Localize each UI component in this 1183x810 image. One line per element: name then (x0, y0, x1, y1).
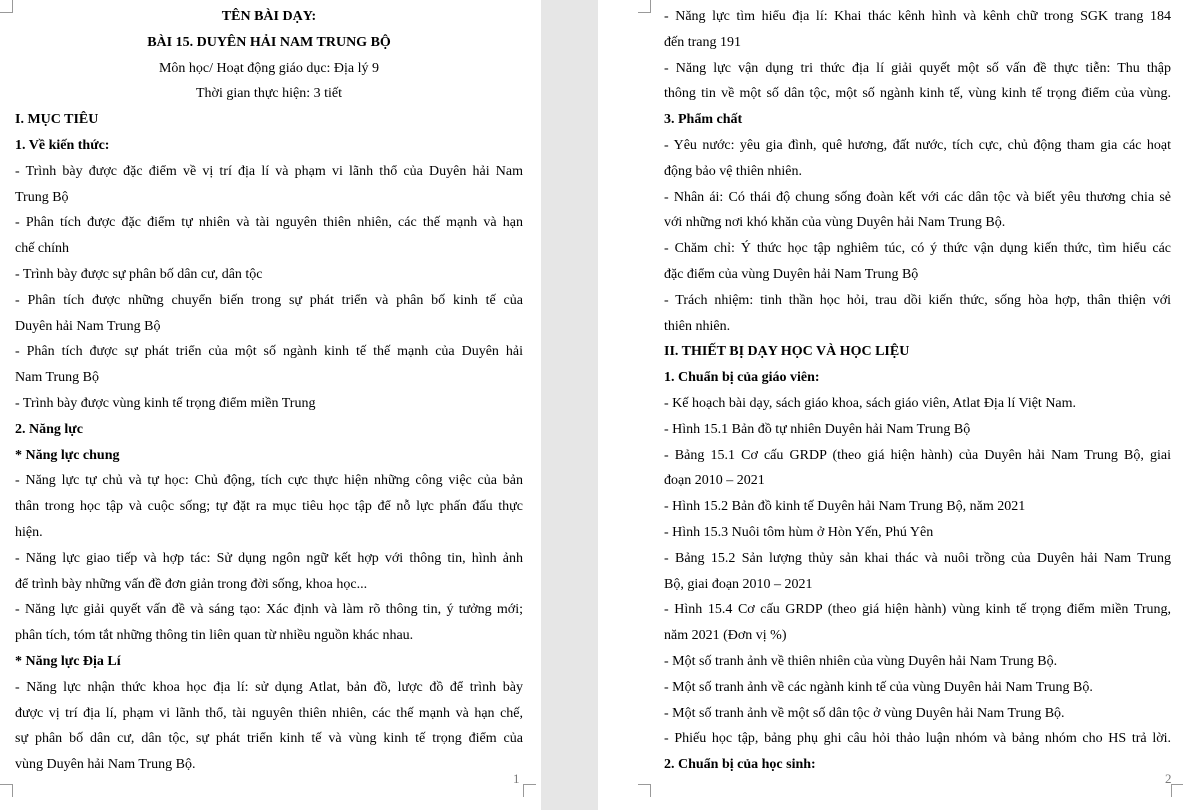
heading-line: * Năng lực chung (15, 447, 120, 463)
text-line: - Yêu nước: yêu gia đình, quê hương, đất nước, tích cực, chủ động tham gia các hoạt (664, 137, 1171, 153)
heading-line: TÊN BÀI DẠY: (221, 9, 317, 24)
text-line: - Hình 15.4 Cơ cấu GRDP (theo giá hiện hành) vùng kinh tế trọng điểm miền Trung, (664, 602, 1171, 618)
text-line: - Hình 15.3 Nuôi tôm hùm ở Hòn Yến, Phú Yên (664, 524, 934, 540)
text-line: - Năng lực vận dụng tri thức địa lí giải quyết một số vấn đề thực tiễn: Thu thập (664, 60, 1171, 76)
text-line: - Hình 15.2 Bản đồ kinh tế Duyên hải Nam Trung Bộ, năm 2021 (664, 499, 1026, 515)
text-line: - Phân tích được sự phát triển của một số ngành kinh tế thế mạnh của Duyên hải (15, 344, 523, 360)
text-line: - Năng lực nhận thức khoa học địa lí: sử dụng Atlat, bản đồ, lược đồ để trình bày (15, 679, 523, 695)
text-line: Trung Bộ (15, 189, 69, 205)
text-line: động bảo vệ thiên nhiên. (664, 163, 803, 179)
text-line: với những nơi khó khăn của vùng Duyên hải Nam Trung Bộ. (664, 215, 1006, 231)
crop-mark (0, 0, 13, 13)
text-line: Môn học/ Hoạt động giáo dục: Địa lý 9 (158, 60, 380, 76)
text-line: - Một số tranh ảnh về các ngành kinh tế của vùng Duyên hải Nam Trung Bộ. (664, 679, 1093, 695)
text-line: thiên nhiên. (664, 318, 731, 334)
text-line: - Trình bày được sự phân bố dân cư, dân tộc (15, 266, 263, 282)
text-line: để trình bày những vấn đề đơn giản trong đời sống, khoa học... (15, 576, 368, 592)
page-number: 1 (513, 771, 520, 786)
text-line: - Năng lực tìm hiểu địa lí: Khai thác kênh hình và kênh chữ trong SGK trang 184 (664, 9, 1171, 24)
crop-mark (638, 0, 651, 13)
text-line: Nam Trung Bộ (15, 370, 100, 386)
crop-mark (1171, 784, 1183, 797)
text-line: - Chăm chỉ: Ý thức học tập nghiêm túc, có ý thức vận dụng kiến thức, tìm hiểu các (664, 241, 1171, 257)
text-line: - Năng lực giải quyết vấn đề và sáng tạo: Xác định và làm rõ thông tin, ý tưởng mới; (15, 602, 523, 618)
crop-mark (523, 784, 536, 797)
text-line: - Một số tranh ảnh về một số dân tộc ở vùng Duyên hải Nam Trung Bộ. (664, 705, 1065, 721)
page-2-text (664, 4, 1171, 778)
text-line: - Trách nhiệm: tinh thần học hỏi, trau dồi kiến thức, sống hòa hợp, thân thiện với (664, 292, 1171, 308)
text-line: thân trong học tập và cuộc sống; tự đặt ra mục tiêu học tập để nỗ lực phấn đấu thực (15, 499, 523, 515)
heading-line: BÀI 15. DUYÊN HẢI NAM TRUNG BỘ (147, 34, 391, 50)
text-line: - Phân tích được những chuyển biến trong sự phát triển và phân bố kinh tế của (15, 292, 523, 308)
text-line: - Kế hoạch bài dạy, sách giáo khoa, sách giáo viên, Atlat Địa lí Việt Nam. (664, 395, 1077, 411)
text-line: thông tin về một số dân tộc, một số ngành kinh tế, vùng kinh tế trọng điểm của vùng. (664, 86, 1171, 102)
heading-line: * Năng lực Địa Lí (15, 653, 121, 669)
text-line: - Nhân ái: Có thái độ chung sống đoàn kết với các dân tộc và biết yêu thương chia sẻ (664, 189, 1171, 205)
text-line: - Phân tích được đặc điểm tự nhiên và tài nguyên thiên nhiên, các thế mạnh và hạn (15, 215, 523, 231)
text-line: phân tích, tóm tắt những thông tin liên quan từ nhiều nguồn khác nhau. (15, 628, 414, 644)
text-line: hiện. (15, 524, 43, 540)
document-page-1 (0, 0, 541, 810)
text-line: đến trang 191 (664, 34, 741, 50)
heading-line: 1. Về kiến thức: (15, 137, 110, 153)
text-line: - Một số tranh ảnh về thiên nhiên của vùng Duyên hải Nam Trung Bộ. (664, 653, 1058, 669)
text-line: được vị trí địa lí, phạm vi lãnh thổ, tài nguyên thiên nhiên, các thế mạnh và hạn chế, (15, 705, 523, 721)
page-1-text (15, 4, 523, 778)
heading-line: 2. Năng lực (15, 421, 83, 437)
text-line: đoạn 2010 – 2021 (664, 473, 765, 489)
heading-line: 2. Chuẩn bị của học sinh: (664, 757, 816, 773)
text-line: - Hình 15.1 Bản đồ tự nhiên Duyên hải Nam Trung Bộ (664, 421, 971, 437)
text-line: - Phiếu học tập, bảng phụ ghi câu hỏi thảo luận nhóm và bảng nhóm cho HS trả lời. (664, 731, 1171, 747)
page-gap (541, 0, 598, 810)
text-line: - Trình bày được đặc điểm về vị trí địa lí và phạm vi lãnh thổ của Duyên hải Nam (15, 163, 523, 179)
text-line: - Trình bày được vùng kinh tế trọng điểm miền Trung (15, 395, 316, 411)
text-line: - Bảng 15.1 Cơ cấu GRDP (theo giá hiện hành) của Duyên hải Nam Trung Bộ, giai (664, 447, 1171, 463)
heading-line: I. MỤC TIÊU (15, 112, 99, 128)
text-line: vùng Duyên hải Nam Trung Bộ. (15, 757, 196, 773)
heading-line: II. THIẾT BỊ DẠY HỌC VÀ HỌC LIỆU (664, 344, 910, 360)
text-line: sự phân bố dân cư, dân tộc, sự phát triển kinh tế và vùng kinh tế trọng điểm của (15, 731, 523, 747)
text-line: Thời gian thực hiện: 3 tiết (195, 86, 342, 102)
text-line: - Năng lực tự chủ và tự học: Chủ động, tích cực thực hiện những công việc của bản (15, 473, 523, 489)
document-page-2 (598, 0, 1183, 810)
text-line: Duyên hải Nam Trung Bộ (15, 318, 161, 334)
crop-mark (638, 784, 651, 797)
heading-line: 3. Phẩm chất (664, 112, 743, 128)
text-line: đặc điểm của vùng Duyên hải Nam Trung Bộ (664, 266, 919, 282)
heading-line: 1. Chuẩn bị của giáo viên: (664, 370, 820, 386)
crop-mark (0, 784, 13, 797)
text-line: - Năng lực giao tiếp và hợp tác: Sử dụng ngôn ngữ kết hợp với thông tin, hình ảnh (15, 550, 523, 566)
page-number: 2 (1165, 771, 1172, 786)
text-line: Bộ, giai đoạn 2010 – 2021 (664, 576, 813, 592)
text-line: năm 2021 (Đơn vị %) (664, 628, 787, 644)
text-line: - Bảng 15.2 Sản lượng thủy sản khai thác và nuôi trồng của Duyên hải Nam Trung (664, 550, 1171, 566)
text-line: chế chính (15, 241, 70, 257)
